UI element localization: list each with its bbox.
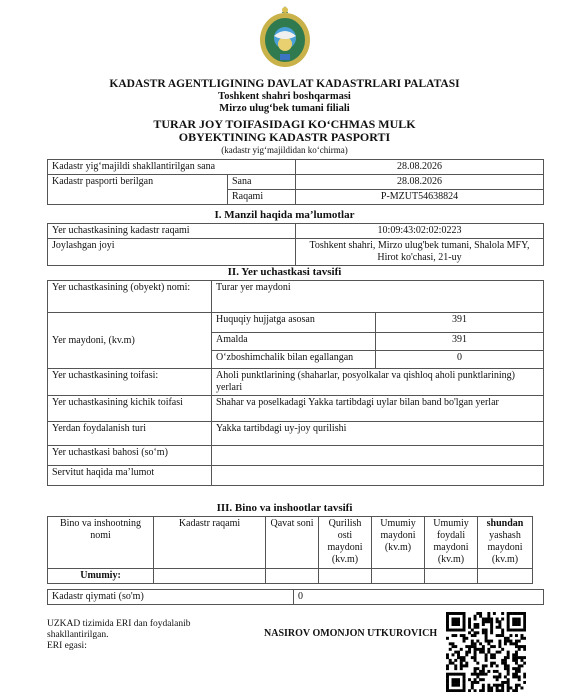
col-living-area-bold: shundan: [486, 518, 524, 529]
location-label: Joylashgan joyi: [48, 239, 296, 266]
land-description-table: [47, 280, 544, 486]
passport-number-value: P-MZUT54638824: [296, 190, 544, 205]
land-valuation-label: Yer uchastkasi bahosi (so‘m): [48, 446, 212, 466]
table-row: [48, 224, 544, 239]
table-row: [48, 466, 544, 486]
table-row: [48, 569, 533, 584]
signer-name: NASIROV OMONJON UTKUROVICH: [264, 628, 438, 639]
table-row: [48, 239, 544, 266]
table-row: [48, 422, 544, 446]
total-cadastral-cell: [154, 569, 266, 584]
table-row: [48, 369, 544, 396]
area-unauthorized-label: O‘zboshimchalik bilan egallangan: [212, 351, 376, 369]
formed-date-label: Kadastr yig‘majildi shakllantirilgan sana: [48, 160, 296, 175]
col-floors: Qavat soni: [266, 517, 319, 569]
land-usage-label: Yerdan foydalanish turi: [48, 422, 212, 446]
col-building-name: Bino va inshootning nomi: [48, 517, 154, 569]
col-useful-area: Umumiy foydali maydoni (kv.m): [425, 517, 478, 569]
object-name-value: Turar yer maydoni: [212, 281, 544, 313]
section2-title: II. Yer uchastkasi tavsifi: [227, 266, 342, 278]
location-value: Toshkent shahri, Mirzo ulug'bek tumani, Shalola MFY, Hirot ko'chasi, 21-uy: [296, 239, 544, 266]
issue-date-value: 28.08.2026: [296, 175, 544, 190]
land-subcategory-value: Shahar va poselkadagi Yakka tartibdagi uylar bilan band bo'lgan yerlar: [212, 396, 544, 422]
table-row: [48, 281, 544, 313]
land-valuation-value: [212, 446, 544, 466]
land-usage-value: Yakka tartibdagi uy-joy qurilishi: [212, 422, 544, 446]
land-subcategory-label: Yer uchastkasining kichik toifasi: [48, 396, 212, 422]
area-legal-value: 391: [376, 313, 544, 333]
agency-name: KADASTR AGENTLIGINING DAVLAT KADASTRLARI PALATASI: [109, 78, 460, 90]
cadastral-value-table: [47, 589, 544, 605]
col-footprint-area: Qurilish osti maydoni (kv.m): [319, 517, 372, 569]
table-row: [48, 446, 544, 466]
area-legal-label: Huquqiy hujjatga asosan: [212, 313, 376, 333]
address-table: [47, 223, 544, 266]
document-title-line2: OBYEKTINING KADASTR PASPORTI: [178, 130, 391, 144]
total-living-cell: [478, 569, 533, 584]
area-actual-value: 391: [376, 333, 544, 351]
issue-info-table: [47, 159, 544, 205]
signature-note-line3: ERI egasi:: [47, 641, 87, 651]
land-category-value: Aholi punktlarining (shaharlar, posyolkalar va qishloq aholi punktlarining) yerlari: [212, 369, 544, 396]
area-actual-label: Amalda: [212, 333, 376, 351]
table-row: [48, 313, 544, 333]
district-branch: Mirzo ulug‘bek tumani filiali: [219, 103, 350, 114]
cadastral-number-value: 10:09:43:02:02:0223: [296, 224, 544, 239]
issue-date-label: Sana: [228, 175, 296, 190]
passport-issued-label: Kadastr pasporti berilgan: [48, 175, 228, 205]
table-row: [48, 590, 544, 605]
object-name-label: Yer uchastkasining (obyekt) nomi:: [48, 281, 212, 313]
total-footprint-cell: [319, 569, 372, 584]
table-row: [48, 160, 544, 175]
buildings-table: [47, 516, 533, 584]
signature-note-line1: UZKAD tizimida ERI dan foydalanib: [47, 619, 191, 629]
servitude-label: Servitut haqida ma’lumot: [48, 466, 212, 486]
area-unauthorized-value: 0: [376, 351, 544, 369]
cadastral-number-label: Yer uchastkasining kadastr raqami: [48, 224, 296, 239]
col-living-area: [478, 517, 533, 569]
total-label: Umumiy:: [48, 569, 154, 584]
total-area-cell: [372, 569, 425, 584]
document-title-line1: TURAR JOY TOIFASIDAGI KO‘CHMAS MULK: [153, 117, 416, 131]
cadastral-value-value: 0: [294, 590, 544, 605]
city-branch: Toshkent shahri boshqarmasi: [218, 91, 351, 102]
state-emblem: [258, 4, 312, 70]
total-useful-cell: [425, 569, 478, 584]
section3-title: III. Bino va inshootlar tavsifi: [216, 502, 353, 514]
cadastral-value-label: Kadastr qiymati (so'm): [48, 590, 294, 605]
table-row: [48, 396, 544, 422]
signature-note: [47, 619, 191, 652]
col-total-area: Umumiy maydoni (kv.m): [372, 517, 425, 569]
table-row: [48, 175, 544, 190]
servitude-value: [212, 466, 544, 486]
section1-title: I. Manzil haqida ma’lumotlar: [214, 209, 355, 221]
table-row: [48, 517, 533, 569]
document-subtitle: (kadastr yig‘majildidan ko‘chirma): [221, 145, 348, 155]
area-label: Yer maydoni, (kv.m): [48, 313, 212, 369]
qr-code: [446, 612, 526, 692]
passport-number-label: Raqami: [228, 190, 296, 205]
col-living-area-rest: yashash maydoni (kv.m): [487, 530, 523, 565]
total-floors-cell: [266, 569, 319, 584]
formed-date-value: 28.08.2026: [296, 160, 544, 175]
signature-note-line2: shakllantirilgan.: [47, 630, 109, 640]
land-category-label: Yer uchastkasining toifasi:: [48, 369, 212, 396]
col-cadastral-number: Kadastr raqami: [154, 517, 266, 569]
